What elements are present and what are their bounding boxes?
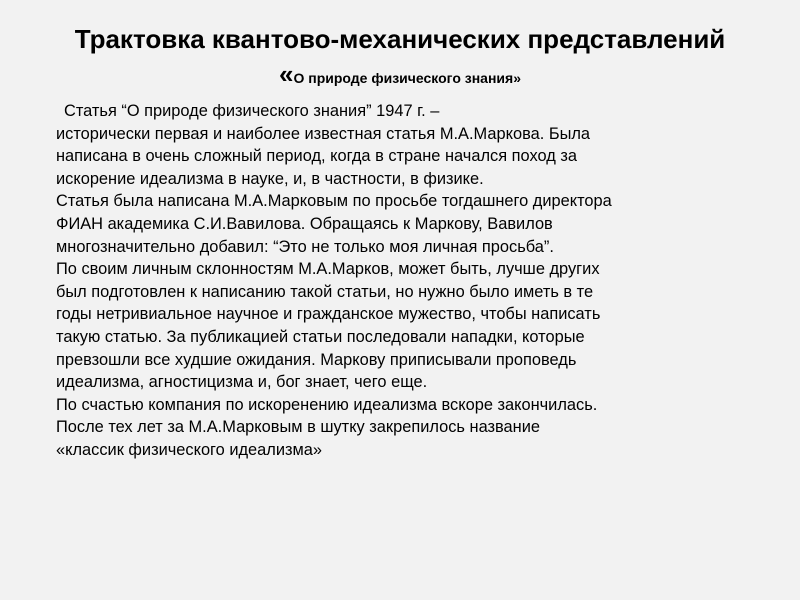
body-line: ФИАН академика С.И.Вавилова. Обращаясь к Маркову, Вавилов — [56, 214, 553, 233]
body-line: Статья “О природе физического знания” 1947 г. – — [64, 102, 440, 120]
body-line: После тех лет за М.А.Марковым в шутку закрепилось название — [56, 418, 540, 437]
body-line: написана в очень сложный период, когда в стране начался поход за — [56, 147, 577, 166]
body-line: По своим личным склонностям М.А.Марков, может быть, лучше других — [56, 260, 600, 279]
body-line: «классик физического идеализма» — [56, 440, 323, 459]
body-line: искорение идеализма в науке, и, в частности, в физике. — [56, 169, 484, 188]
body-line: По счастью компания по искоренению идеализма вскоре закончилась. — [56, 395, 598, 414]
body-line: исторически первая и наиболее известная статья М.А.Маркова. Была — [56, 124, 591, 143]
body-line: многозначительно добавил: “Это не только моя личная просьба”. — [56, 237, 554, 256]
slide-title: Трактовка квантово-механических представлений — [74, 24, 726, 54]
body-line: превзошли все худшие ожидания. Маркову приписывали проповедь — [56, 350, 577, 369]
subtitle-text: О природе физического знания» — [293, 70, 521, 86]
body-line: такую статью. За публикацией статьи последовали нападки, которые — [56, 327, 585, 346]
slide-subtitle — [0, 58, 800, 94]
body-paragraph — [56, 100, 756, 462]
body-line: идеализма, агностицизма и, бог знает, чего еще. — [56, 373, 428, 392]
body-line: годы нетривиальное научное и гражданское мужество, чтобы написать — [56, 305, 601, 324]
subtitle-open-quote: « — [279, 59, 294, 89]
body-line: Статья была написана М.А.Марковым по просьбе тогдашнего директора — [56, 192, 612, 211]
body-line: был подготовлен к написанию такой статьи, но нужно было иметь в те — [56, 282, 594, 301]
